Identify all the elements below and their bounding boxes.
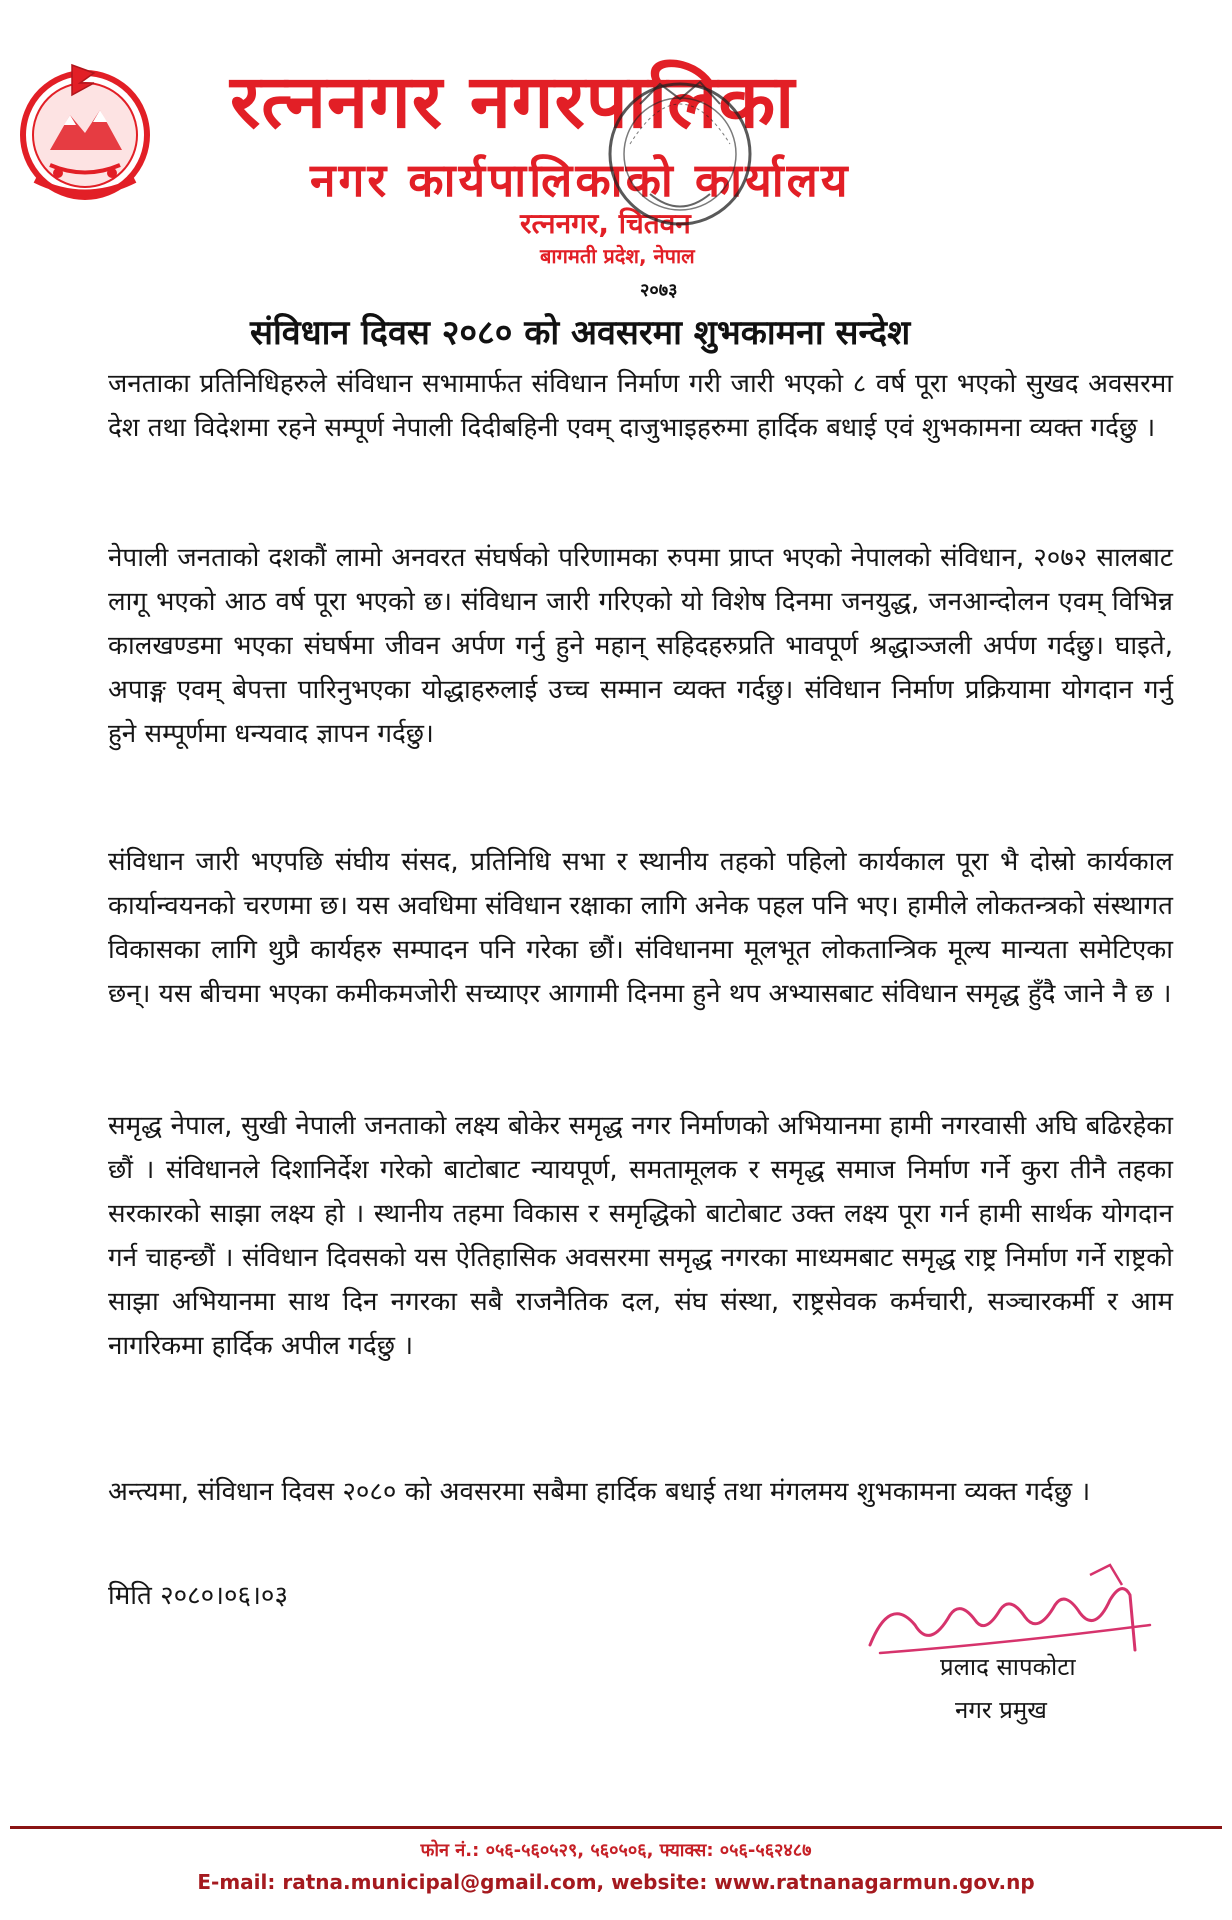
paragraph-5: अन्त्यमा, संविधान दिवस २०८० को अवसरमा सबैमा हार्दिक बधाई तथा मंगलमय शुभकामना व्यक्त गर्दछु । xyxy=(108,1477,1091,1507)
paragraph-2: नेपाली जनताको दशकौं लामो अनवरत संघर्षको परिणामका रुपमा प्राप्त भएको नेपालको संविधान, २०७२ सालबाट लागू भएको आठ वर्ष पूरा भएको छ। संविधान जारी गरिएको यो विशेष दिनमा जनयुद्ध, जनआन्दोलन एवम् विभिन्न कालखण्डमा भएका संघर्षमा जीवन अर्पण गर्नु हुने महान् सहिदहरुप्रति भावपूर्ण श्रद्धाञ्जली अर्पण गर्दछु। घाइते, अपाङ्ग एवम् बेपत्ता पारिनुभएका योद्धाहरुलाई उच्च सम्मान व्यक्त गर्दछु। संविधान निर्माण प्रक्रियामा योगदान गर्नु हुने सम्पूर्णमा धन्यवाद ज्ञापन गर्दछु। xyxy=(108,543,1173,749)
footer-email-website: E-mail: ratna.municipal@gmail.com, website: www.ratnanagarmun.gov.np xyxy=(197,1870,1035,1894)
seal-number: २०७३ xyxy=(640,280,678,301)
signer-title: नगर प्रमुख xyxy=(955,1696,1047,1724)
letter-date: मिति २०८०।०६।०३ xyxy=(108,1581,288,1611)
signer-name: प्रलाद सापकोटा xyxy=(940,1653,1076,1681)
office-province: बागमती प्रदेश, नेपाल xyxy=(540,244,695,268)
municipality-title: रत्ननगर नगरपालिका xyxy=(230,59,796,145)
office-subtitle: नगर कार्यपालिकाको कार्यालय xyxy=(310,153,851,207)
official-seal-icon xyxy=(600,44,760,294)
footer-contact-phone: फोन नं.: ०५६-५६०५२९, ५६०५०६, फ्याक्स: ०५६-५६२४८७ xyxy=(420,1840,812,1861)
message-heading: संविधान दिवस २०८० को अवसरमा शुभकामना सन्देश xyxy=(250,313,911,353)
paragraph-4: समृद्ध नेपाल, सुखी नेपाली जनताको लक्ष्य बोकेर समृद्ध नगर निर्माणको अभियानमा हामी नगरवासी अघि बढिरहेका छौं । संविधानले दिशानिर्देश गरेको बाटोबाट न्यायपूर्ण, समतामूलक र समृद्ध समाज निर्माण गर्ने कुरा तीनै तहका सरकारको साझा लक्ष्य हो । स्थानीय तहमा विकास र समृद्धिको बाटोबाट उक्त लक्ष्य पूरा गर्न हामी सार्थक योगदान गर्न चाहन्छौं । संविधान दिवसको यस ऐतिहासिक अवसरमा समृद्ध नगरका माध्यमबाट समृद्ध राष्ट्र निर्माण गर्ने राष्ट्रको साझा अभियानमा साथ दिन नगरका सबै राजनैतिक दल, संघ संस्था, राष्ट्रसेवक कर्मचारी, सञ्चारकर्मी र आम नागरिकमा हार्दिक अपील गर्दछु । xyxy=(108,1111,1173,1361)
paragraph-1: जनताका प्रतिनिधिहरुले संविधान सभामार्फत संविधान निर्माण गरी जारी भएको ८ वर्ष पूरा भएको सुखद अवसरमा देश तथा विदेशमा रहने सम्पूर्ण नेपाली दिदीबहिनी एवम् दाजुभाइहरुमा हार्दिक बधाई एवं शुभकामना व्यक्त गर्दछु । xyxy=(108,369,1173,443)
footer-divider xyxy=(10,1826,1222,1829)
paragraph-3: संविधान जारी भएपछि संघीय संसद, प्रतिनिधि सभा र स्थानीय तहको पहिलो कार्यकाल पूरा भै दोस्रो कार्यकाल कार्यान्वयनको चरणमा छ। यस अवधिमा संविधान रक्षाका लागि अनेक पहल पनि भए। हामीले लोकतन्त्रको संस्थागत विकासका लागि थुप्रै कार्यहरु सम्पादन पनि गरेका छौं। संविधानमा मूलभूत लोकतान्त्रिक मूल्य मान्यता समेटिएका छन्। यस बीचमा भएका कमीकमजोरी सच्याएर आगामी दिनमा हुने थप अभ्यासबाट संविधान समृद्ध हुँदै जाने नै छ । xyxy=(108,847,1173,1009)
office-location: रत्ननगर, चितवन xyxy=(520,207,691,240)
nepal-emblem-icon xyxy=(10,55,160,205)
